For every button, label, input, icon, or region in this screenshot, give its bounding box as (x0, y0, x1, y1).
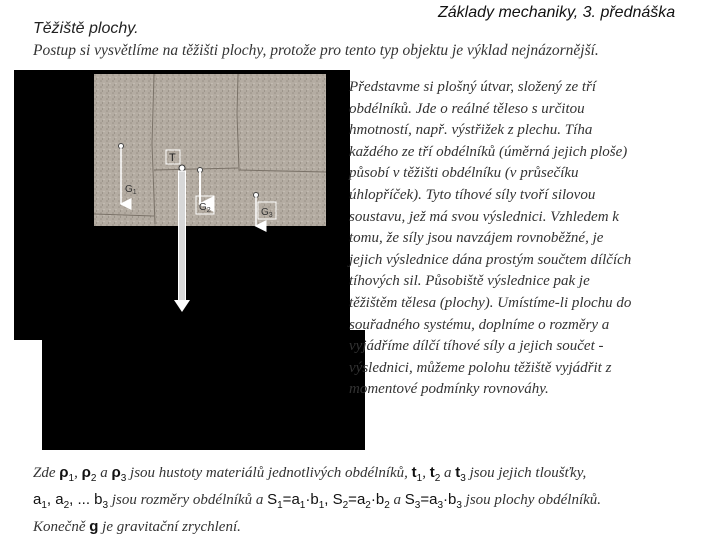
body-line: těžištěm tělesa (plochy). Umístíme-li plochu do (349, 294, 632, 311)
label-g1: $G_1$ (125, 184, 137, 196)
rectangle-3 (238, 74, 326, 226)
body-line: každého ze tří obdélníků (úměrná jejich ploše) (349, 143, 628, 160)
body-line: souřadného systému, doplníme o rozměry a (349, 316, 610, 333)
body-line: působí v těžišti obdélníku (v průsečíku (349, 165, 579, 182)
body-paragraph (349, 77, 694, 401)
rectangle-1 (94, 74, 154, 226)
intro-text: Postup si vysvětlíme na těžišti plochy, protože pro tento typ objektu je výklad nejnázornější. (33, 42, 599, 59)
force-arrow-resultant-shaft (179, 171, 186, 301)
label-g2: $G_2$ (199, 202, 211, 214)
centroid-figure (94, 74, 326, 312)
body-line: Představme si plošný útvar, složený ze tří (349, 79, 597, 95)
variables-line-2: $a_1$, $a_2$, ... $b_3$ jsou rozměry obdélníků a $S_1=a_1\cdot b_1$, $S_2=a_2\cdot b_2$ a $S_3=a_3\cdot b_3$ jsou plochy obdélníků. (33, 491, 602, 511)
body-line: úhlopříček). Tyto tíhové síly tvoří silovou (349, 186, 596, 203)
slide-title: Těžiště plochy. (33, 20, 139, 37)
variables-paragraph (33, 462, 713, 538)
label-centroid: T (169, 152, 176, 164)
centroid-dot-t (179, 165, 185, 171)
body-line: tomu, že síly jsou navzájem rovnoběžné, je (349, 230, 604, 247)
course-title: Základy mechaniky, 3. přednáška (438, 4, 676, 21)
body-line: jejich výslednice dána prostým součtem dílčích (349, 251, 632, 268)
centroid-dot-1 (119, 144, 124, 149)
variables-line-1: Zde $\rho_1$, $\rho_2$ a $\rho_3$ jsou hustoty materiálů jednotlivých obdélníků, $t_1$, $t_2$ a $t_3$ jsou jejich tloušťky, (33, 464, 587, 484)
force-arrow-resultant-head (174, 300, 190, 312)
body-line: výslednici, můžeme polohu těžiště vyjádřit z (349, 359, 612, 376)
body-line: momentové podmínky rovnováhy. (349, 381, 549, 398)
body-line: tíhových sil. Působiště výslednice pak je (349, 273, 590, 290)
variables-line-3: Konečně g je gravitační zrychlení. (33, 518, 241, 535)
body-line: hmotností, např. výstřižek z plechu. Tíha (349, 122, 593, 139)
body-line: vyjádříme dílčí tíhové síly a jejich součet - (349, 338, 604, 355)
figure-background-lower (42, 330, 365, 450)
body-line: obdélníků. Jde o reálné těleso s určitou (349, 100, 585, 117)
centroid-dot-3 (254, 193, 259, 198)
label-g3: $G_3$ (261, 207, 273, 219)
centroid-dot-2 (198, 168, 203, 173)
body-line: soustavu, jež má svou výslednici. Vzhledem k (349, 208, 619, 225)
